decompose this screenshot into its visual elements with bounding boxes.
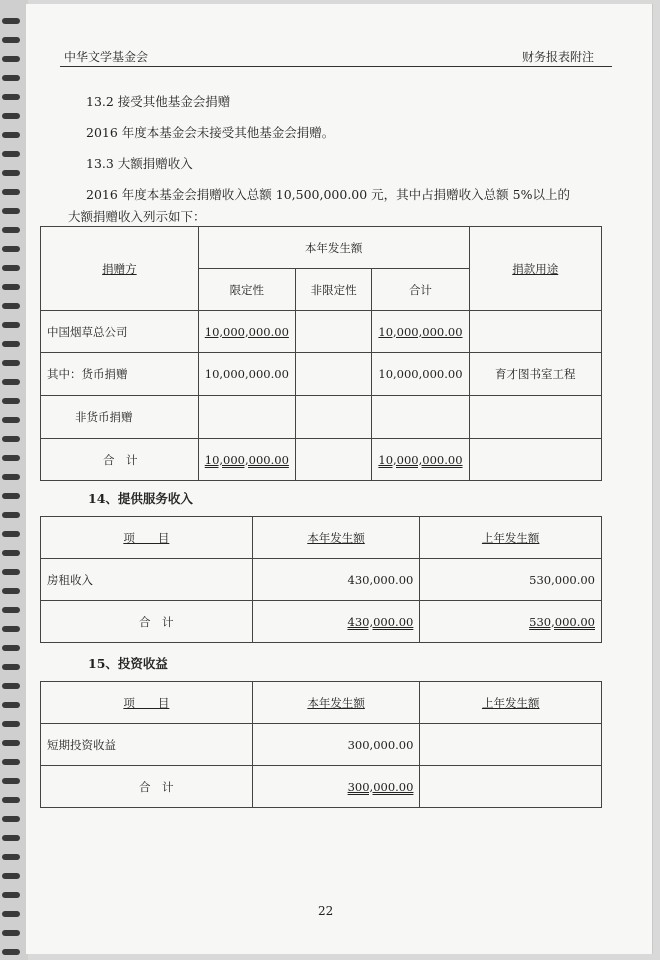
- restricted-cell: 10,000,000.00: [198, 311, 295, 353]
- binding-ring: [2, 170, 20, 176]
- unrestricted-cell: [295, 311, 371, 353]
- section-15-title: 15、投资收益: [88, 656, 168, 671]
- col-unrestricted: 非限定性: [295, 269, 371, 311]
- unrestricted-cell: [295, 439, 371, 481]
- binding-ring: [2, 37, 20, 43]
- binding-ring: [2, 683, 20, 689]
- binding-ring: [2, 949, 20, 955]
- binding-ring: [2, 930, 20, 936]
- table-row: [41, 724, 602, 766]
- donor-cell: 其中：货币捐赠: [41, 353, 199, 396]
- restricted-cell: 10,000,000.00: [198, 439, 295, 481]
- total-cell: 10,000,000.00: [372, 311, 469, 353]
- binding-ring: [2, 873, 20, 879]
- binding-ring: [2, 911, 20, 917]
- unrestricted-cell: [295, 353, 371, 396]
- table-row: [41, 601, 602, 643]
- section-13-2-text: 2016 年度本基金会未接受其他基金会捐赠。: [86, 125, 335, 140]
- section-13-3-text2: 大额捐赠收入列示如下：: [68, 209, 206, 224]
- col-purpose: 捐款用途: [469, 227, 601, 311]
- section-13-3-text1: 2016 年度本基金会捐赠收入总额 10,500,000.00 元，其中占捐赠收入总额 5%以上的: [86, 187, 570, 202]
- binding-ring: [2, 702, 20, 708]
- binding-ring: [2, 56, 20, 62]
- binding-ring: [2, 265, 20, 271]
- col-prior: 上年发生额: [420, 517, 602, 559]
- binding-ring: [2, 75, 20, 81]
- binding-ring: [2, 18, 20, 24]
- binding-ring: [2, 550, 20, 556]
- section-14-title: 14、提供服务收入: [88, 491, 193, 506]
- total-cell: [372, 396, 469, 439]
- binding-ring: [2, 436, 20, 442]
- binding-ring: [2, 797, 20, 803]
- prior-cell: 530,000.00: [420, 559, 602, 601]
- col-donor: 捐赠方: [41, 227, 199, 311]
- binding-ring: [2, 474, 20, 480]
- table-row: [41, 439, 602, 481]
- col-item: 项 目: [41, 517, 253, 559]
- donor-cell: 非货币捐赠: [41, 396, 199, 439]
- binding-ring: [2, 227, 20, 233]
- binding-ring: [2, 360, 20, 366]
- binding-ring: [2, 94, 20, 100]
- current-cell: 300,000.00: [252, 724, 420, 766]
- binding-ring: [2, 531, 20, 537]
- binding-ring: [2, 607, 20, 613]
- restricted-cell: [198, 396, 295, 439]
- header-rule: [60, 66, 612, 67]
- total-cell: 10,000,000.00: [372, 439, 469, 481]
- purpose-cell: [469, 396, 601, 439]
- binding-ring: [2, 341, 20, 347]
- binding-ring: [2, 246, 20, 252]
- header-section: 财务报表附注: [521, 50, 594, 64]
- col-restricted: 限定性: [198, 269, 295, 311]
- binding-ring: [2, 493, 20, 499]
- prior-cell: [420, 766, 602, 808]
- current-cell: 430,000.00: [252, 559, 420, 601]
- binding-ring: [2, 759, 20, 765]
- item-cell: 房租收入: [41, 559, 253, 601]
- current-cell: 300,000.00: [252, 766, 420, 808]
- binding-ring: [2, 189, 20, 195]
- donor-cell: 中国烟草总公司: [41, 311, 199, 353]
- binding-ring: [2, 740, 20, 746]
- binding-ring: [2, 208, 20, 214]
- purpose-cell: 育才图书室工程: [469, 353, 601, 396]
- col-prior: 上年发生额: [420, 682, 602, 724]
- binding-ring: [2, 854, 20, 860]
- binding-ring: [2, 322, 20, 328]
- spiral-binding: [0, 0, 28, 960]
- investment-income-table: [40, 681, 602, 808]
- unrestricted-cell: [295, 396, 371, 439]
- col-current: 本年发生额: [252, 517, 420, 559]
- col-total: 合计: [372, 269, 469, 311]
- col-current: 本年发生额: [252, 682, 420, 724]
- table-row: [41, 311, 602, 353]
- binding-ring: [2, 113, 20, 119]
- binding-ring: [2, 417, 20, 423]
- binding-ring: [2, 626, 20, 632]
- binding-ring: [2, 835, 20, 841]
- item-cell: 合 计: [41, 766, 253, 808]
- binding-ring: [2, 645, 20, 651]
- binding-ring: [2, 588, 20, 594]
- binding-ring: [2, 892, 20, 898]
- binding-ring: [2, 778, 20, 784]
- binding-ring: [2, 284, 20, 290]
- prior-cell: 530,000.00: [420, 601, 602, 643]
- service-income-table: [40, 516, 602, 643]
- section-13-3-title: 13.3 大额捐赠收入: [86, 156, 193, 171]
- binding-ring: [2, 512, 20, 518]
- prior-cell: [420, 724, 602, 766]
- col-item: 项 目: [41, 682, 253, 724]
- binding-ring: [2, 569, 20, 575]
- header-org: 中华文学基金会: [64, 50, 149, 64]
- binding-ring: [2, 455, 20, 461]
- binding-ring: [2, 721, 20, 727]
- donor-cell: 合 计: [41, 439, 199, 481]
- table-row: [41, 396, 602, 439]
- purpose-cell: [469, 439, 601, 481]
- binding-ring: [2, 151, 20, 157]
- binding-ring: [2, 816, 20, 822]
- section-13-2-title: 13.2 接受其他基金会捐赠: [86, 94, 231, 109]
- binding-ring: [2, 398, 20, 404]
- document-page: [26, 4, 653, 954]
- item-cell: 合 计: [41, 601, 253, 643]
- current-cell: 430,000.00: [252, 601, 420, 643]
- page-number: 22: [318, 904, 334, 918]
- binding-ring: [2, 664, 20, 670]
- binding-ring: [2, 132, 20, 138]
- item-cell: 短期投资收益: [41, 724, 253, 766]
- col-current: 本年发生额: [198, 227, 469, 269]
- table-row: [41, 559, 602, 601]
- total-cell: 10,000,000.00: [372, 353, 469, 396]
- table-row: [41, 353, 602, 396]
- restricted-cell: 10,000,000.00: [198, 353, 295, 396]
- binding-ring: [2, 379, 20, 385]
- large-donation-table: [40, 226, 602, 481]
- purpose-cell: [469, 311, 601, 353]
- table-row: [41, 766, 602, 808]
- binding-ring: [2, 303, 20, 309]
